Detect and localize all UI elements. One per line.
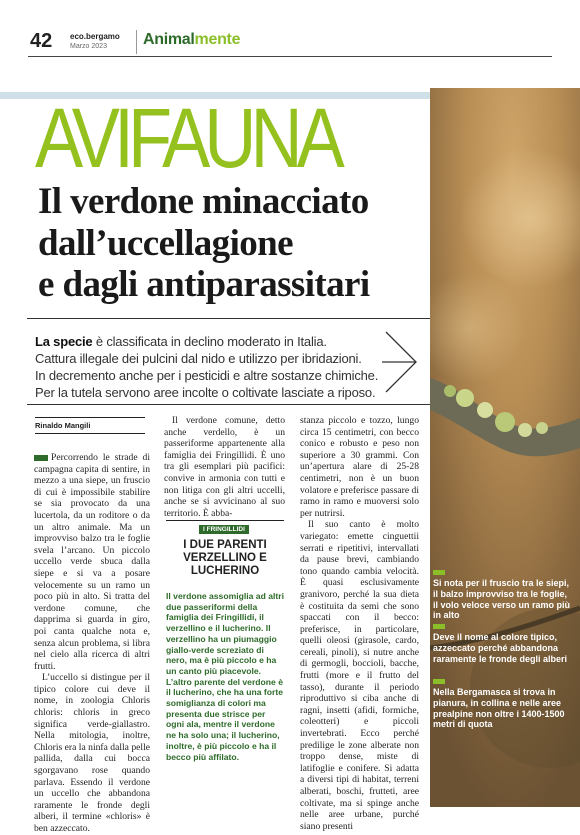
headline-line-2: dall’uccellagione xyxy=(38,223,293,264)
caption-text: Si nota per il fruscio tra le siepi, il balzo improvviso tra le foglie, il volo veloce verso un ramo più in alto xyxy=(433,578,571,621)
caption-marker xyxy=(433,624,445,629)
page-number: 42 xyxy=(30,30,53,52)
section-title xyxy=(143,31,240,49)
header-divider xyxy=(136,30,137,54)
paragraph: Il verdone comune, detto anche verdello, è un passeriforme appartenente alla famiglia dei Fringillidi. È uno tra gli esemplari più pacifici: convive in armonia con tutti e non litiga con gli altri uccelli, anche se si avvicinano al suo territorio. È abba- xyxy=(164,415,285,519)
byline: Rinaldo Mangili xyxy=(35,417,145,434)
standfirst-line-1-text: è classificata in declino moderato in Italia. xyxy=(92,334,327,349)
standfirst-lead: La specie xyxy=(35,334,93,349)
standfirst-line-4: Per la tutela servono aree incolte o coltivate lasciate a riposo. xyxy=(35,385,376,400)
body-column-1 xyxy=(34,452,150,835)
photo-caption-1 xyxy=(433,570,573,621)
caption-text: Nella Bergamasca si trova in pianura, in collina e nelle aree prealpine non oltre i 1400-1500 metri di quota xyxy=(433,687,565,730)
box-text: Il verdone assomiglia ad altri due passeriformi della famiglia dei Fringillidi, il verzellino e il lucherino. Il verzellino ha un piumaggio giallo-verde screziato di nero, ma è più piccolo e ha un canto più piacevole. L’altro parente del verdone è il lucherino, che ha una forte somiglianza di colori ma presenta due strisce per ogni ala, mentre il verdone ne ha solo una; il lucherino, inoltre, è più piccolo e ha il becco più affilato. xyxy=(166,591,284,762)
paragraph: stanza piccolo e tozzo, lungo circa 15 centimetri, con becco conico e robusto e peso non superiore a 30 grammi. Con un’apertura alare di 25-28 centimetri, non è un buon volatore e preferisce passare di ramo in ramo e muoversi solo per nutrirsi. xyxy=(300,415,419,519)
section-title-b: mente xyxy=(194,31,241,48)
box-title: I DUE PARENTI VERZELLINO E LUCHERINO xyxy=(183,539,267,577)
standfirst-bottom-rule xyxy=(27,404,430,405)
body-column-3 xyxy=(300,415,419,832)
headline-line-3: e dagli antiparassitari xyxy=(38,264,370,305)
sidebar-box xyxy=(166,520,284,776)
standfirst-line-2: Cattura illegale dei pulcini dal nido e utilizzo per ibridazioni. xyxy=(35,351,362,366)
body-column-2 xyxy=(164,415,285,519)
arrow-right-icon xyxy=(382,330,420,394)
standfirst-top-rule xyxy=(27,318,430,319)
box-tag: I FRINGILLIDI xyxy=(199,525,249,534)
section-title-a: Animal xyxy=(143,31,195,48)
standfirst-line-1 xyxy=(35,334,327,349)
paragraph: L’uccello si distingue per il tipico colore cui deve il nome, in zoologia Chloris chloris: chloris in greco significa verde-giallastro. Nella mitologia, inoltre, Chloris era la ninfa dalla pelle pallida, dalla cui bocca sgorgavano rose quando parlava. Essendo il verdone un uccello che abbandona raramente le fronde degli alberi, il termine «chloris» è ben azzeccato. xyxy=(34,672,150,834)
photo-caption-2 xyxy=(433,624,573,664)
publication-name: eco.bergamo xyxy=(70,32,120,41)
caption-marker xyxy=(433,679,445,684)
standfirst-line-3: In decremento anche per i pesticidi e altre sostanze chimiche. xyxy=(35,368,379,383)
photo-caption-3 xyxy=(433,679,573,730)
caption-text: Deve il nome al colore tipico, azzeccato perché abbandona raramente le fronde degli alberi xyxy=(433,632,568,664)
paragraph-marker xyxy=(34,455,48,461)
paragraph: Il suo canto è molto variegato: emette cinguettii serrati e ripetitivi, intervallati da pause brevi, cambiando tono quando cambia velocità. È quasi esclusivamente granivoro, perché la sua dieta è costituita da semi che sono spaccati con il becco: preferisce, in particolare, quelli oleosi (girasole, cardo, cereali, pinoli), si nutre anche di germogli, boccioli, bacche, frutti (more e il frutto del tasso), durante il periodo riproduttivo si ciba anche di ragni, insetti (afidi, formiche, coleotteri) e piccoli invertebrati. Ecco perché predilige le zone alberate non troppo dense, miste di latifoglie e conifere. Si adatta a diversi tipi di habitat, terreni alberati, boschi, frutteti, aree coltivate, ma si spinge anche nelle aree urbane, purché siano presenti xyxy=(300,519,419,832)
headline-line-1: Il verdone minacciato xyxy=(38,181,369,222)
paragraph xyxy=(34,452,150,672)
publication-date: Marzo 2023 xyxy=(70,43,107,50)
caption-marker xyxy=(433,570,445,575)
paragraph-text: Percorrendo le strade di campagna capita di sentire, in mezzo a una siepe, un fruscio di cui è impossibile stabilire se sia provocato da una lucertola, da un roditore o da un altro animale. Ma un improvviso balzo tra le foglie svela l’arcano. Un piccolo uccello verde sbuca dalla siepe e si va a posare velocemente su un ramo un poco più in alto. Si tratta del verdone comune, che dapprima si guarda in giro, poi canta qualche nota e, senza alcun problema, si libra nel cielo alla ricerca di altri frutti. xyxy=(34,452,150,672)
kicker: AVIFAUNA xyxy=(35,91,339,185)
header-rule xyxy=(28,56,552,57)
